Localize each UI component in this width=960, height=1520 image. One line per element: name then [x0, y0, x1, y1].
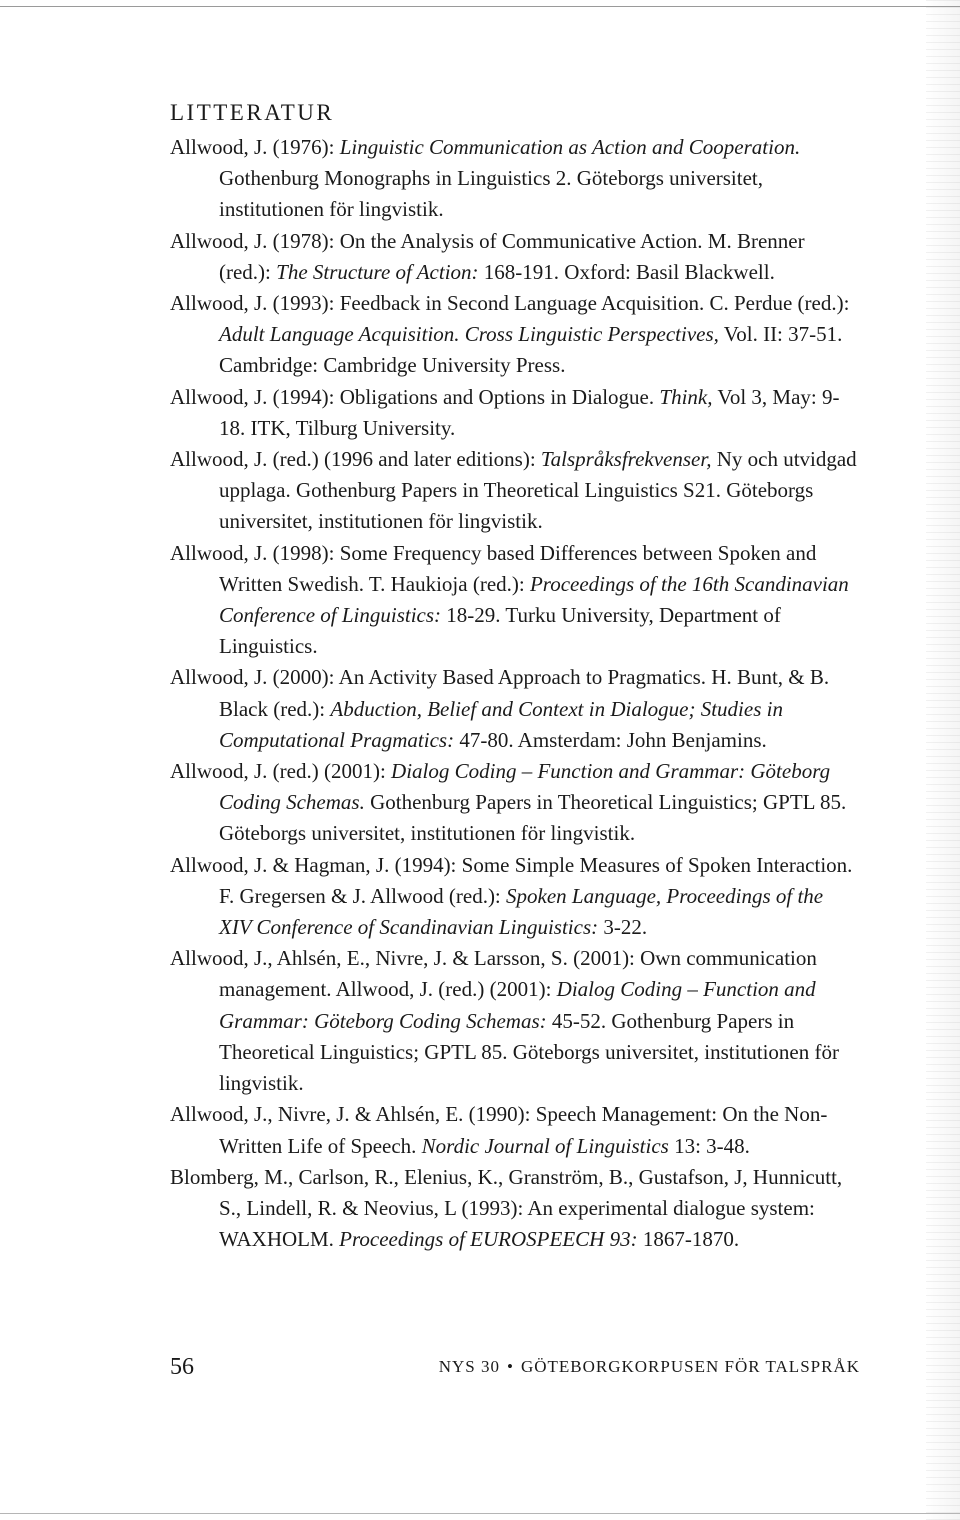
- running-head-separator: •: [507, 1357, 514, 1376]
- reference-text: Allwood, J. (red.) (1996 and later editions):: [170, 447, 541, 472]
- reference-text: Allwood, J. & Hagman, J. (1994): Some Simple Measures of Spoken Interaction. F. Gregersen & J. Allwood (red.):: [170, 852, 853, 908]
- running-head: [439, 1352, 860, 1382]
- reference-text: Allwood, J., Ahlsén, E., Nivre, J. & Larsson, S. (2001): Own communication management. Allwood, J. (red.) (2001):: [170, 946, 817, 1002]
- reference-text: Allwood, J. (red.) (2001):: [170, 759, 392, 784]
- reference-title: Think,: [659, 384, 713, 409]
- reference-title: The Structure of Action:: [276, 259, 479, 284]
- reference-text: 18-29. Turku University, Department of Linguistics.: [219, 603, 781, 659]
- reference-text: Allwood, J. (1978): On the Analysis of Communicative Action. M. Brenner (red.):: [170, 228, 805, 284]
- reference-text: Allwood, J. (1994): Obligations and Options in Dialogue.: [170, 384, 660, 409]
- page-footer: [170, 1352, 860, 1382]
- reference-entry: [170, 226, 860, 288]
- reference-entry: [170, 943, 860, 1099]
- reference-text: 3-22.: [598, 915, 648, 940]
- reference-text: 1867-1870.: [637, 1227, 740, 1252]
- reference-text: Allwood, J., Nivre, J. & Ahlsén, E. (1990): Speech Management: On the Non-Written Life of Speech.: [170, 1102, 828, 1158]
- reference-entry: [170, 1099, 860, 1161]
- reference-text: 168-191. Oxford: Basil Blackwell.: [478, 259, 775, 284]
- reference-text: Allwood, J. (1998): Some Frequency based Differences between Spoken and Written Swedish. T. Haukioja (red.):: [170, 540, 817, 596]
- reference-text: Vol. II: 37-51. Cambridge: Cambridge University Press.: [219, 322, 843, 378]
- reference-text: 45-52. Gothenburg Papers in Theoretical Linguistics; GPTL 85. Göteborgs universitet, institutionen för lingvistik.: [219, 1008, 839, 1096]
- reference-entry: [170, 662, 860, 756]
- reference-title: Talspråksfrekvenser,: [540, 447, 712, 472]
- reference-text: Vol 3, May: 9-18. ITK, Tilburg University.: [219, 384, 840, 440]
- reference-entry: [170, 288, 860, 382]
- running-head-journal: NYS 30: [438, 1357, 500, 1376]
- section-heading: LITTERATUR: [170, 100, 335, 125]
- reference-entry: [170, 756, 860, 850]
- reference-text: Gothenburg Monographs in Linguistics 2. Göteborgs universitet, institutionen för lingvistik.: [219, 166, 764, 222]
- reference-text: Blomberg, M., Carlson, R., Elenius, K., Granström, B., Gustafson, J, Hunnicutt, S., Lindell, R. & Neovius, L (1993): An experimental dialogue system: WAXHOLM.: [170, 1164, 843, 1252]
- reference-title: Abduction, Belief and Context in Dialogue; Studies in Computational Pragmatics:: [219, 696, 783, 752]
- reference-text: 47-80. Amsterdam: John Benjamins.: [454, 727, 767, 752]
- reference-entry: [170, 1162, 860, 1256]
- reference-text: Ny och utvidgad upplaga. Gothenburg Papers in Theoretical Linguistics S21. Göteborgs universitet, institutionen för lingvistik.: [219, 447, 857, 534]
- reference-title: Proceedings of the 16th Scandinavian Conference of Linguistics:: [219, 571, 849, 628]
- reference-title: Nordic Journal of Linguistics: [421, 1133, 669, 1158]
- scan-edge-shadow: [926, 0, 960, 1520]
- reference-text: Allwood, J. (1993): Feedback in Second Language Acquisition. C. Perdue (red.):: [170, 291, 850, 316]
- running-head-title: GÖTEBORGKORPUSEN FÖR TALSPRÅK: [520, 1357, 860, 1376]
- reference-entry: [170, 382, 860, 444]
- page-number: 56: [170, 1354, 194, 1380]
- reference-text: Allwood, J. (2000): An Activity Based Approach to Pragmatics. H. Bunt, & B. Black (red.):: [170, 665, 830, 721]
- reference-title: Dialog Coding – Function and Grammar: Göteborg Coding Schemas:: [219, 977, 816, 1033]
- reference-entry: [170, 850, 860, 944]
- reference-entry: [170, 538, 860, 663]
- reference-entry: [170, 132, 860, 226]
- reference-title: Spoken Language, Proceedings of the XIV Conference of Scandinavian Linguistics:: [219, 883, 824, 940]
- reference-list: [170, 132, 860, 1255]
- reference-title: Proceedings of EUROSPEECH 93:: [339, 1227, 638, 1252]
- reference-text: Gothenburg Papers in Theoretical Linguistics; GPTL 85. Göteborgs universitet, institutionen för lingvistik.: [219, 790, 847, 846]
- reference-text: 13: 3-48.: [668, 1133, 750, 1158]
- scan-bottom-rule: [0, 1513, 960, 1514]
- reference-title: Linguistic Communication as Action and Cooperation.: [339, 135, 801, 159]
- reference-title: Adult Language Acquisition. Cross Linguistic Perspectives,: [219, 322, 719, 347]
- scan-top-rule: [0, 6, 960, 7]
- reference-entry: [170, 444, 860, 538]
- reference-text: Allwood, J. (1976):: [170, 135, 340, 159]
- reference-title: Dialog Coding – Function and Grammar: Göteborg Coding Schemas.: [219, 759, 831, 815]
